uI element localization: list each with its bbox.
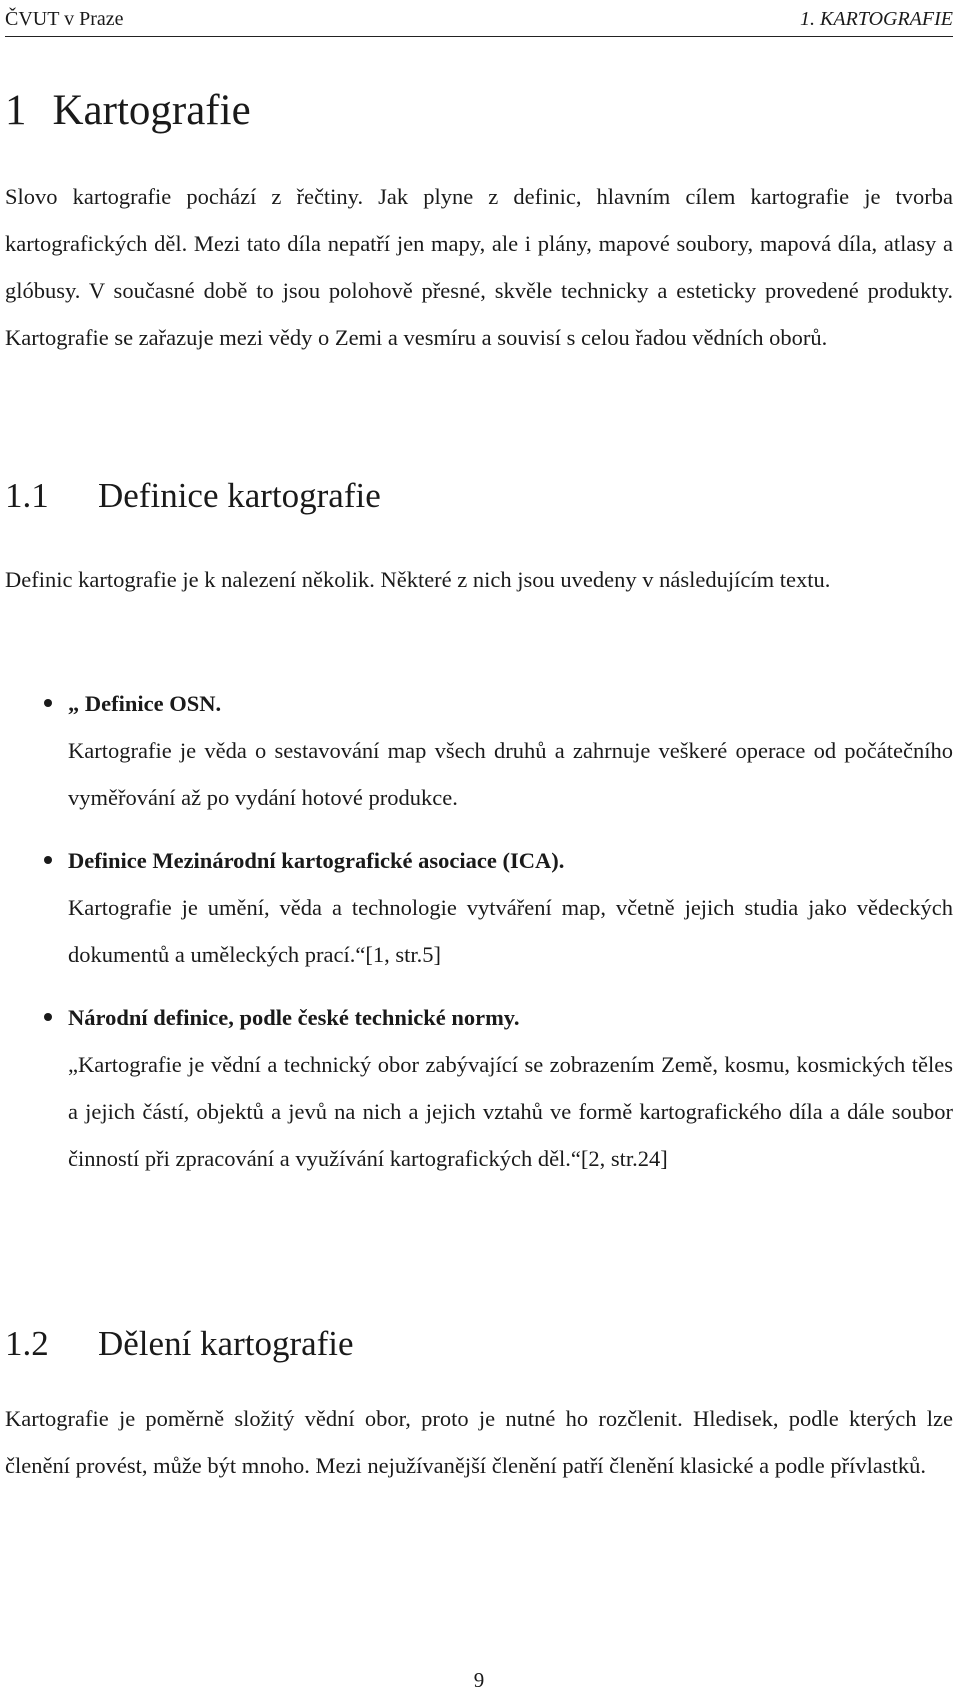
division-paragraph: Kartografie je poměrně složitý vědní obor, proto je nutné ho rozčlenit. Hledisek, podle kterých lze členění provést, může být mnoho. Mezi nejužívanější členění patří členění klasické a podle přívlastků. bbox=[5, 1406, 953, 1478]
list-item bbox=[5, 994, 953, 1182]
header-chapter-title: 1. KARTOGRAFIE bbox=[800, 8, 953, 30]
intro-paragraph: Slovo kartografie pochází z řečtiny. Jak plyne z definic, hlavním cílem kartografie je tvorba kartografických děl. Mezi tato díla nepatří jen mapy, ale i plány, mapové soubory, mapová díla, atlasy a glóbusy. V současné době to jsou polohově přesné, skvěle technicky a esteticky provedené produkty. Kartografie se zařazuje mezi vědy o Zemi a vesmíru a souvisí s celou řadou vědních oborů. bbox=[5, 184, 953, 350]
document-page bbox=[5, 0, 953, 1700]
chapter-title: Kartografie bbox=[52, 87, 251, 134]
list-item bbox=[5, 680, 953, 821]
running-header bbox=[5, 6, 953, 37]
bullet-icon bbox=[44, 1013, 52, 1021]
bullet-icon bbox=[44, 699, 52, 707]
bullet-icon bbox=[44, 856, 52, 864]
section-title: Dělení kartografie bbox=[98, 1324, 354, 1363]
definition-text: Kartografie je věda o sestavování map všech druhů a zahrnuje veškeré operace od počátečního vyměřování až po vydání hotové produkce. bbox=[68, 738, 953, 810]
header-institution: ČVUT v Praze bbox=[5, 8, 124, 30]
definition-title: Národní definice, podle české technické normy. bbox=[68, 1005, 520, 1030]
definition-title: „ Definice OSN. bbox=[68, 691, 222, 716]
chapter-number: 1 bbox=[5, 87, 27, 134]
section-heading-definitions bbox=[5, 476, 381, 516]
section-title: Definice kartografie bbox=[98, 476, 381, 515]
section-number: 1.2 bbox=[5, 1324, 49, 1363]
definitions-list bbox=[5, 680, 953, 1198]
page-number: 9 bbox=[473, 1668, 485, 1692]
definition-text: „Kartografie je vědní a technický obor zabývající se zobrazením Země, kosmu, kosmických těles a jejich částí, objektů a jevů na nich a jejich vztahů ve formě kartografického díla a dále soubor činností při zpracování a využívání kartografických děl.“[2, str.24] bbox=[68, 1052, 953, 1171]
definitions-intro-paragraph: Definic kartografie je k nalezení několik. Některé z nich jsou uvedeny v následujícím textu. bbox=[5, 567, 831, 592]
section-number: 1.1 bbox=[5, 476, 49, 515]
definition-text: Kartografie je umění, věda a technologie vytváření map, včetně jejich studia jako vědeckých dokumentů a uměleckých prací.“[1, str.5] bbox=[68, 895, 953, 967]
chapter-heading bbox=[5, 86, 251, 135]
section-heading-division bbox=[5, 1324, 354, 1364]
list-item bbox=[5, 837, 953, 978]
definition-title: Definice Mezinárodní kartografické asociace (ICA). bbox=[68, 848, 565, 873]
